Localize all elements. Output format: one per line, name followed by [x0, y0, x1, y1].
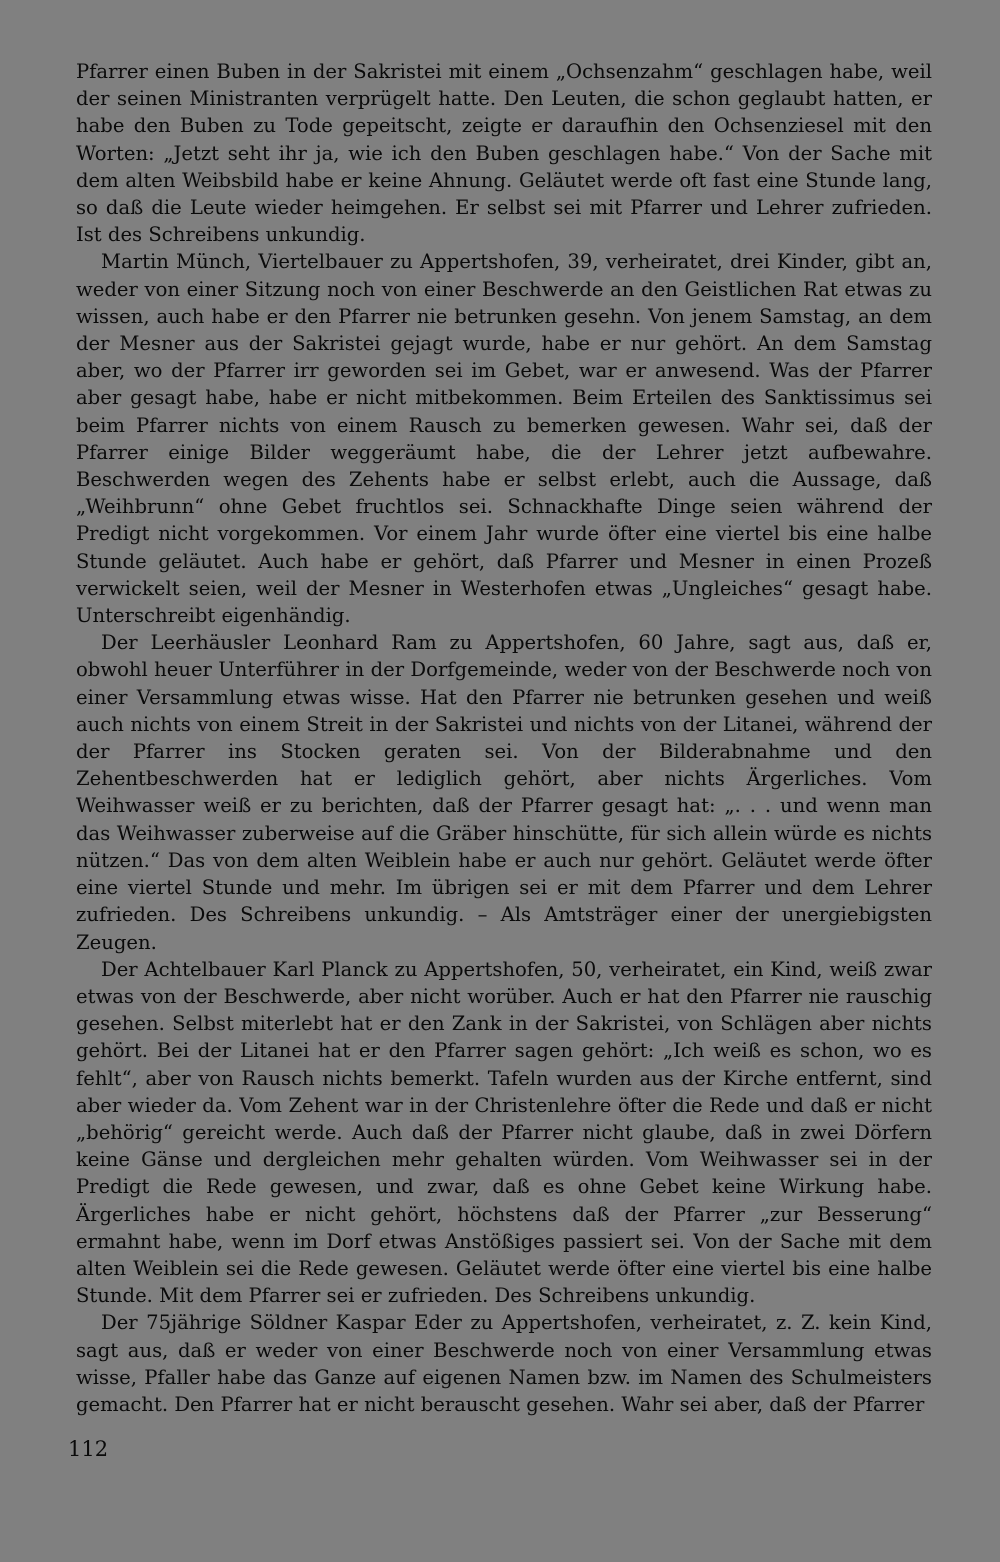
paragraph-leonhard-ram: Der Leerhäusler Leonhard Ram zu Appertshofen, 60 Jahre, sagt aus, daß er, obwohl heuer Unterführer in der Dorfgemeinde, weder von der Beschwerde noch von einer Versammlung etwas wisse. Hat den Pfarrer nie betrunken gesehen und weiß auch nichts von einem Streit in der Sakristei und nichts von der Litanei, während der der Pfarrer ins Stocken geraten sei. Von der Bilderabnahme und den Zehentbeschwerden hat er lediglich gehört, aber nichts Ärgerliches. Vom Weihwasser weiß er zu berichten, daß der Pfarrer gesagt hat: „. . . und wenn man das Weihwasser zuberweise auf die Gräber hinschütte, für sich allein würde es nichts nützen.“ Das von dem alten Weiblein habe er auch nur gehört. Geläutet werde öfter eine viertel Stunde und mehr. Im übrigen sei er mit dem Pfarrer und dem Lehrer zufrieden. Des Schreibens unkundig. – Als Amtsträger einer der unergiebigsten Zeugen.	[76, 631, 932, 954]
page-body	[76, 58, 932, 1418]
paragraph-continuation: Pfarrer einen Buben in der Sakristei mit einem „Ochsenzahm“ geschlagen habe, weil der seinen Ministranten verprügelt hatte. Den Leuten, die schon geglaubt hatten, er habe den Buben zu Tode gepeitscht, zeigte er daraufhin den Ochsenziesel mit den Worten: „Jetzt seht ihr ja, wie ich den Buben geschlagen habe.“ Von der Sache mit dem alten Weibsbild habe er keine Ahnung. Geläutet werde oft fast eine Stunde lang, so daß die Leute wieder heimgehen. Er selbst sei mit Pfarrer und Lehrer zufrieden. Ist des Schreibens unkundig.	[76, 60, 932, 247]
paragraph-karl-planck: Der Achtelbauer Karl Planck zu Appertshofen, 50, verheiratet, ein Kind, weiß zwar etwas von der Beschwerde, aber nicht worüber. Auch er hat den Pfarrer nie rauschig gesehen. Selbst miterlebt hat er den Zank in der Sakristei, von Schlägen aber nichts gehört. Bei der Litanei hat er den Pfarrer sagen gehört: „Ich weiß es schon, wo es fehlt“, aber von Rausch nichts bemerkt. Tafeln wurden aus der Kirche entfernt, sind aber wieder da. Vom Zehent war in der Christenlehre öfter die Rede und daß er nicht „behörig“ gereicht werde. Auch daß der Pfarrer nicht glaube, daß in zwei Dörfern keine Gänse und dergleichen mehr gehalten würden. Vom Weihwasser sei in der Predigt die Rede gewesen, und zwar, daß es ohne Gebet keine Wirkung habe. Ärgerliches habe er nicht gehört, höchstens daß der Pfarrer „zur Besserung“ ermahnt habe, wenn im Dorf etwas Anstößiges passiert sei. Von der Sache mit dem alten Weiblein sei die Rede gewesen. Geläutet werde öfter eine viertel bis eine halbe Stunde. Mit dem Pfarrer sei er zufrieden. Des Schreibens unkundig.	[76, 957, 932, 1308]
paragraph-martin-muench: Martin Münch, Viertelbauer zu Appertshofen, 39, verheiratet, drei Kinder, gibt an, weder von einer Sitzung noch von einer Beschwerde an den Geistlichen Rat etwas zu wissen, auch habe er den Pfarrer nie betrunken gesehn. Von jenem Samstag, an dem der Mesner aus der Sakristei gejagt wurde, habe er nur gehört. An dem Samstag aber, wo der Pfarrer irr geworden sei im Gebet, war er anwesend. Was der Pfarrer aber gesagt habe, habe er nicht mitbekommen. Beim Erteilen des Sanktissimus sei beim Pfarrer nichts von einem Rausch zu bemerken gewesen. Wahr sei, daß der Pfarrer einige Bilder weggeräumt habe, die der Lehrer jetzt aufbewahre. Beschwerden wegen des Zehents habe er selbst erlebt, auch die Aussage, daß „Weihbrunn“ ohne Gebet fruchtlos sei. Schnackhafte Dinge seien während der Predigt nicht vorgekommen. Vor einem Jahr wurde öfter eine viertel bis eine halbe Stunde geläutet. Auch habe er gehört, daß Pfarrer und Mesner in einen Prozeß verwickelt seien, weil der Mesner in Westerhofen etwas „Ungleiches“ gesagt habe. Unterschreibt eigenhändig.	[76, 250, 932, 628]
page-number: 112	[68, 1437, 109, 1461]
paragraph-kaspar-eder: Der 75jährige Söldner Kaspar Eder zu Appertshofen, verheiratet, z. Z. kein Kind, sagt aus, daß er weder von einer Beschwerde noch von einer Versammlung etwas wisse, Pfaller habe das Ganze auf eigenen Namen bzw. im Namen des Schulmeisters gemacht. Den Pfarrer hat er nicht berauscht gesehen. Wahr sei aber, daß der Pfarrer	[76, 1311, 932, 1416]
